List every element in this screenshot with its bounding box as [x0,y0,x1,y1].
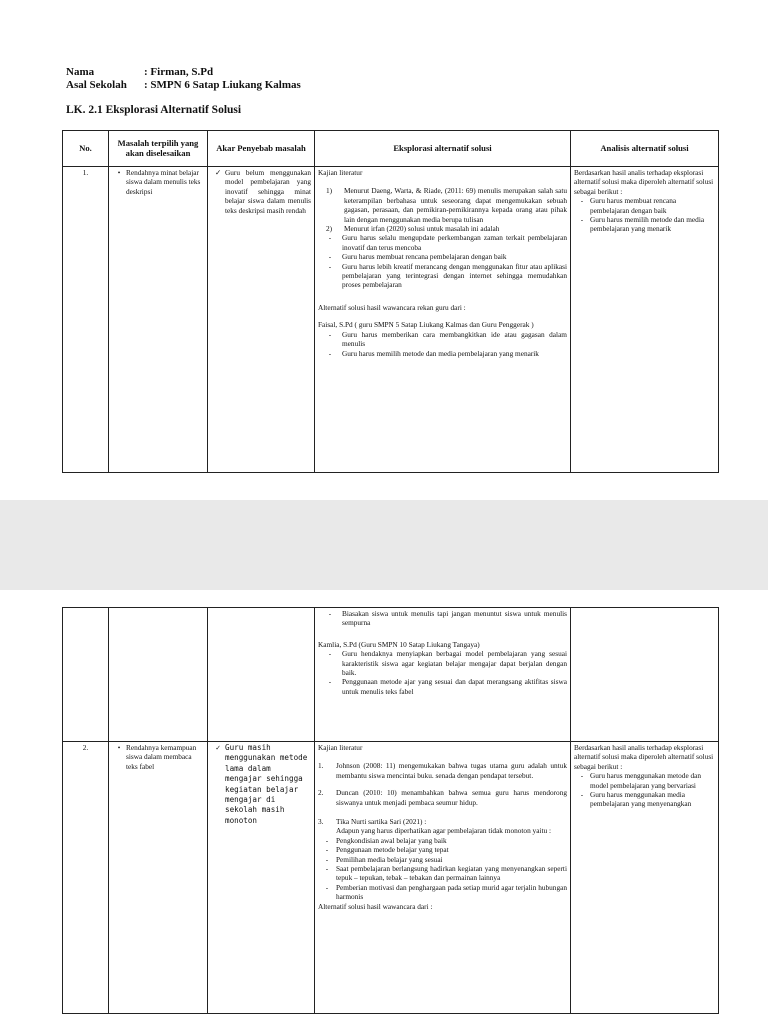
dash-text: Guru harus selalu mengupdate perkembangan zaman terkait pembelajaran inovatif dan terus mencoba [342,233,567,252]
dash-text: Penggunaan metode ajar yang sesuai dan dapat merangsang aktifitas siswa untuk menulis teks fabel [342,677,567,696]
eksplorasi-cell [315,608,571,742]
identity-header [66,66,301,92]
masalah-cell [109,167,208,473]
dash-text: Biasakan siswa untuk menulis tapi jangan menuntut siswa untuk menulis sempurna [342,609,567,628]
analisis-cell [571,742,719,1014]
bullet-icon: • [117,743,121,752]
list-text: Menurut Daeng, Warta, & Riade, (2011: 69) menulis merupakan salah satu keterampilan berbahasa untuk seseorang dapat mengemukakan sebuah gagasan, perasaan, dan pemikiran-pemikirannya kepada orang atau pihak lain dengan menggunakan media berupa tulisan [344,186,567,224]
faisal-text: Faisal, S.Pd ( guru SMPN 5 Satap Liukang Kalmas dan Guru Penggerak ) [318,320,534,330]
dash-text: Guru harus menggunakan metode dan model pembelajaran yang bervariasi [590,771,702,790]
dash-text: Guru harus membuat rencana pembelajaran dengan baik [342,252,507,262]
header-eksplorasi: Eksplorasi alternatif solusi [315,131,571,167]
dash-icon: - [328,609,332,618]
dash-icon: - [580,215,584,225]
dash-item [318,262,567,290]
dash-item [574,771,715,790]
list-number: 2) [326,224,333,234]
dash-icon: - [328,348,332,358]
dash-icon: - [580,790,584,800]
akar-cell [208,167,315,473]
dash-icon: - [580,771,584,781]
document-page-2 [0,590,768,1024]
dash-icon: - [328,261,332,271]
list-item [318,788,567,807]
dash-item [318,864,567,883]
dash-item [318,330,567,349]
kajian-label: Kajian literatur [318,168,363,177]
list-item [318,224,567,233]
dash-icon: - [580,196,584,206]
dash-text: Guru harus lebih kreatif merancang dengan menggunakan fitur atau aplikasi pembelajaran yang terintegrasi dengan internet sehingga memudahkan proses pembelajaran [342,261,567,290]
list-number: 1) [326,186,333,196]
dash-text: Pengkondisian awal belajar yang baik [336,835,447,845]
dash-icon: - [325,854,329,864]
dash-item [318,349,567,358]
kajian-label: Kajian literatur [318,743,363,752]
dash-text: Guru harus memilih metode dan media pembelajaran yang menarik [590,215,705,234]
masalah-cell [109,742,208,1014]
wawancara-text: Alternatif solusi hasil wawancara dari : [318,901,433,911]
solution-table-continued [62,607,719,1014]
dash-text: Pemilihan media belajar yang sesuai [336,854,443,864]
dash-text: Guru harus memberikan cara membangkitkan ide atau gagasan dalam menulis [342,329,567,349]
check-icon: ✓ [215,743,221,752]
dash-item [318,836,567,845]
list-item [318,186,567,224]
dash-item [574,790,715,809]
dash-icon: - [325,845,329,855]
dash-item [318,649,567,677]
dash-text: Saat pembelajaran berlangsung hadirkan kegiatan yang menyenangkan seperti tepuk – tepukan, tebak – tebakan dan permainan lainnya [336,864,567,883]
dash-icon: - [328,252,332,262]
dash-icon: - [325,882,329,892]
header-analisis: Analisis alternatif solusi [571,131,719,167]
masalah-text: Rendahnya minat belajar siswa dalam menulis teks deskripsi [126,168,201,196]
document-page-1 [0,0,768,500]
table-header-row [63,131,719,167]
dash-icon: - [325,835,329,845]
header-akar: Akar Penyebab masalah [208,131,315,167]
row-number-empty [63,608,109,742]
kamlia-text: Kamlia, S.Pd (Guru SMPN 10 Satap Liukang Tangaya) [318,639,480,649]
school-label: Asal Sekolah [66,79,127,91]
analisis-cell-empty [571,608,719,742]
list-number: 1. [318,761,324,771]
eksplorasi-cell [315,742,571,1014]
akar-cell-empty [208,608,315,742]
name-value: : Firman, S.Pd [144,66,214,78]
dash-text: Pemberian motivasi dan penghargaan pada setiap murid agar terjalin hubungan harmonis [336,882,567,902]
analisis-cell [571,167,719,473]
dash-item [574,196,715,215]
school-value: : SMPN 6 Satap Liukang Kalmas [144,79,301,91]
eksplorasi-cell [315,167,571,473]
list-text: Duncan (2010: 10) menambahkan bahwa semua guru harus mendorong siswanya untuk menjadi pembaca seumur hidup. [336,788,567,807]
list-item [318,817,567,826]
dash-text: Guru harus membuat rencana pembelajaran dengan baik [590,196,677,215]
dash-icon: - [328,233,332,243]
bullet-icon: • [117,168,121,177]
name-label: Nama [66,66,95,78]
dash-text: Guru harus memilih metode dan media pembelajaran yang menarik [342,348,539,358]
dash-item [318,609,567,628]
akar-text: Guru belum menggunakan model pembelajaran yang inovatif sehingga minat belajar siswa dalam menulis teks deskripsi masih rendah [225,168,311,215]
list-number: 3. [318,817,324,827]
dash-text: Guru harus menggunakan media pembelajaran yang menyenangkan [590,790,692,809]
dash-icon: - [328,329,332,339]
masalah-text: Rendahnya kemampuan siswa dalam membaca teks fabel [126,743,197,771]
dash-item [318,845,567,854]
dash-text: Guru hendaknya menyiapkan berbagai model pembelajaran yang sesuai karakteristik siswa agar kegiatan belajar mengajar dapat berjalan dengan baik. [342,649,567,678]
check-icon: ✓ [214,168,222,177]
dash-icon: - [328,677,332,687]
row-number: 2. [63,742,109,1014]
worksheet-title: LK. 2.1 Eksplorasi Alternatif Solusi [66,104,242,116]
row-number: 1. [63,167,109,473]
dash-item [574,215,715,234]
header-no: No. [63,131,109,167]
header-masalah: Masalah terpilih yang akan diselesaikan [109,131,208,167]
dash-item [318,883,567,902]
masalah-cell-empty [109,608,208,742]
dash-text: Penggunaan metode belajar yang tepat [336,845,449,855]
akar-cell [208,742,315,1014]
dash-item [318,855,567,864]
list-item [318,761,567,780]
wawancara-text: Alternatif solusi hasil wawancara rekan guru dari : [318,302,466,312]
dash-item [318,677,567,696]
solution-table [62,130,719,473]
item3-subtext: Adapun yang harus diperhatikan agar pembelajaran tidak monoton yaitu : [336,826,551,836]
analisis-intro: Berdasarkan hasil analis terhadap eksplorasi alternatif solusi maka diperoleh alternatif solusi sebagai berikut : [574,743,714,771]
list-text: Menurut irfan (2020) solusi untuk masalah ini adalah [344,224,500,234]
analisis-intro: Berdasarkan hasil analis terhadap eksplorasi alternatif solusi maka diperoleh alternatif solusi sebagai berikut : [574,168,714,196]
list-text: Tika Nurti sartika Sari (2021) : [336,817,427,827]
table-row [63,608,719,742]
akar-text: Guru masih menggunakan metode lama dalam mengajar sehingga kegiatan belajar mengajar di sekolah masih monoton [225,743,308,825]
table-row [63,742,719,1014]
dash-item [318,233,567,252]
dash-icon: - [328,649,332,659]
dash-item [318,252,567,261]
list-number: 2. [318,788,324,798]
table-row [63,167,719,473]
dash-icon: - [325,864,329,874]
list-text: Johnson (2008: 11) mengemukakan bahwa tugas utama guru adalah untuk membantu siswa mencintai buku. senada dengan pendapat tersebut. [336,761,567,780]
